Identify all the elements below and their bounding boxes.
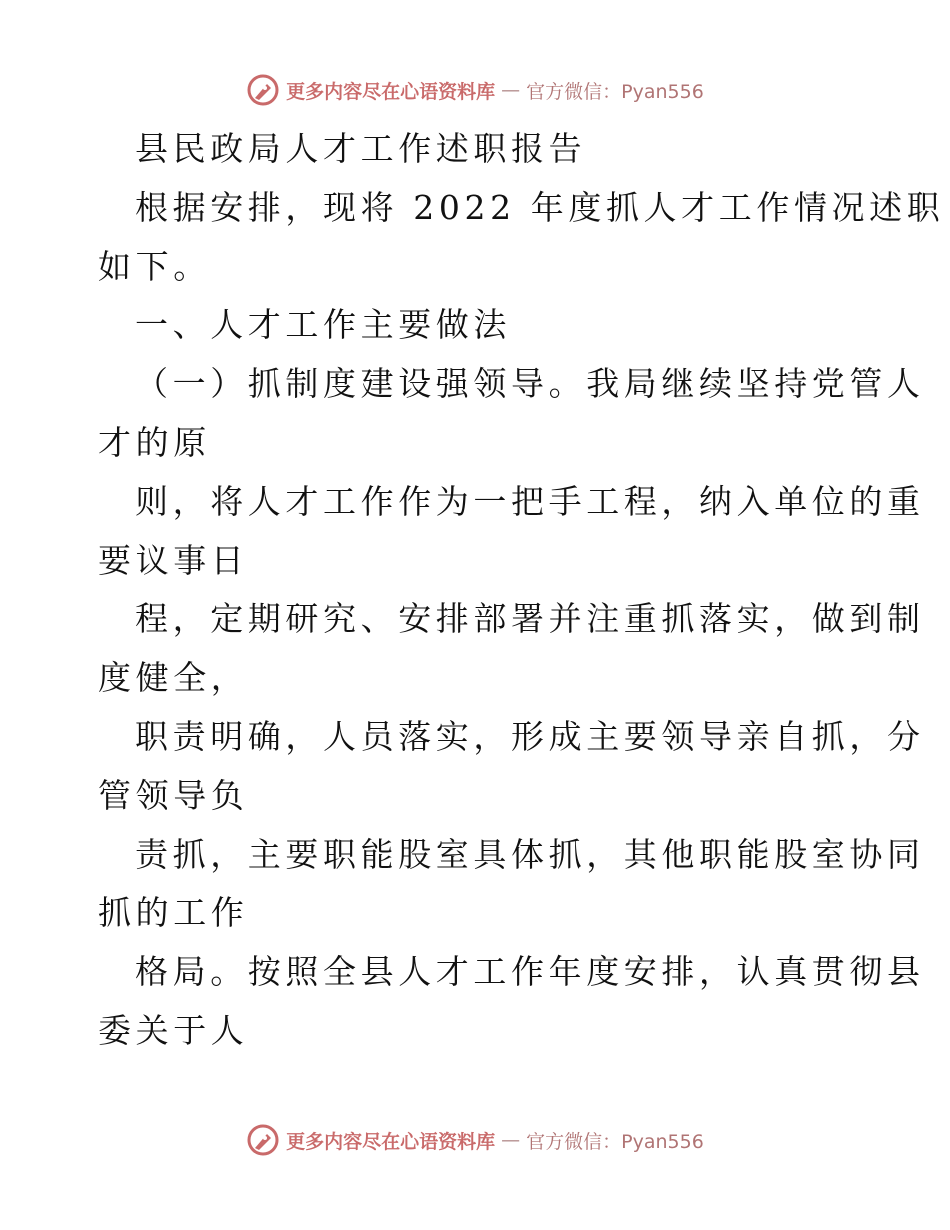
text-line: 管领导负	[98, 775, 249, 815]
pen-nib-logo-icon	[246, 1123, 280, 1157]
text-line: （一）抓制度建设强领导。我局继续坚持党管人	[135, 364, 925, 404]
watermark-separator: —	[501, 1129, 521, 1151]
watermark-site-text: 更多内容尽在心语资料库	[286, 1130, 496, 1153]
text-line: 才的原	[98, 422, 211, 462]
text-line: 要议事日	[98, 540, 249, 580]
text-line: 则，将人才工作作为一把手工程，纳入单位的重	[135, 481, 925, 521]
text-line: 程，定期研究、安排部署并注重抓落实，做到制	[135, 599, 925, 639]
text-line: 职责明确，人员落实，形成主要领导亲自抓，分	[135, 716, 925, 756]
text-line: 如下。	[98, 246, 211, 286]
header-watermark	[0, 70, 950, 110]
text-line: 责抓，主要职能股室具体抓，其他职能股室协同	[135, 834, 925, 874]
text-line: 根据安排，现将 2022 年度抓人才工作情况述职	[135, 187, 945, 227]
pen-nib-logo-icon	[246, 73, 280, 107]
footer-watermark	[0, 1120, 950, 1160]
watermark-contact-text: 官方微信：Pyan556	[526, 80, 704, 103]
text-line: 度健全，	[98, 658, 249, 698]
text-line: 格局。按照全县人才工作年度安排，认真贯彻县	[135, 952, 925, 992]
text-line: 抓的工作	[98, 893, 249, 933]
watermark-contact-text: 官方微信：Pyan556	[526, 1130, 704, 1153]
document-body	[98, 120, 945, 1061]
section-heading: 一、人才工作主要做法	[135, 305, 511, 345]
text-line: 委关于人	[98, 1010, 249, 1050]
document-title: 县民政局人才工作述职报告	[135, 129, 587, 168]
watermark-site-text: 更多内容尽在心语资料库	[286, 80, 496, 103]
watermark-separator: —	[501, 79, 521, 101]
